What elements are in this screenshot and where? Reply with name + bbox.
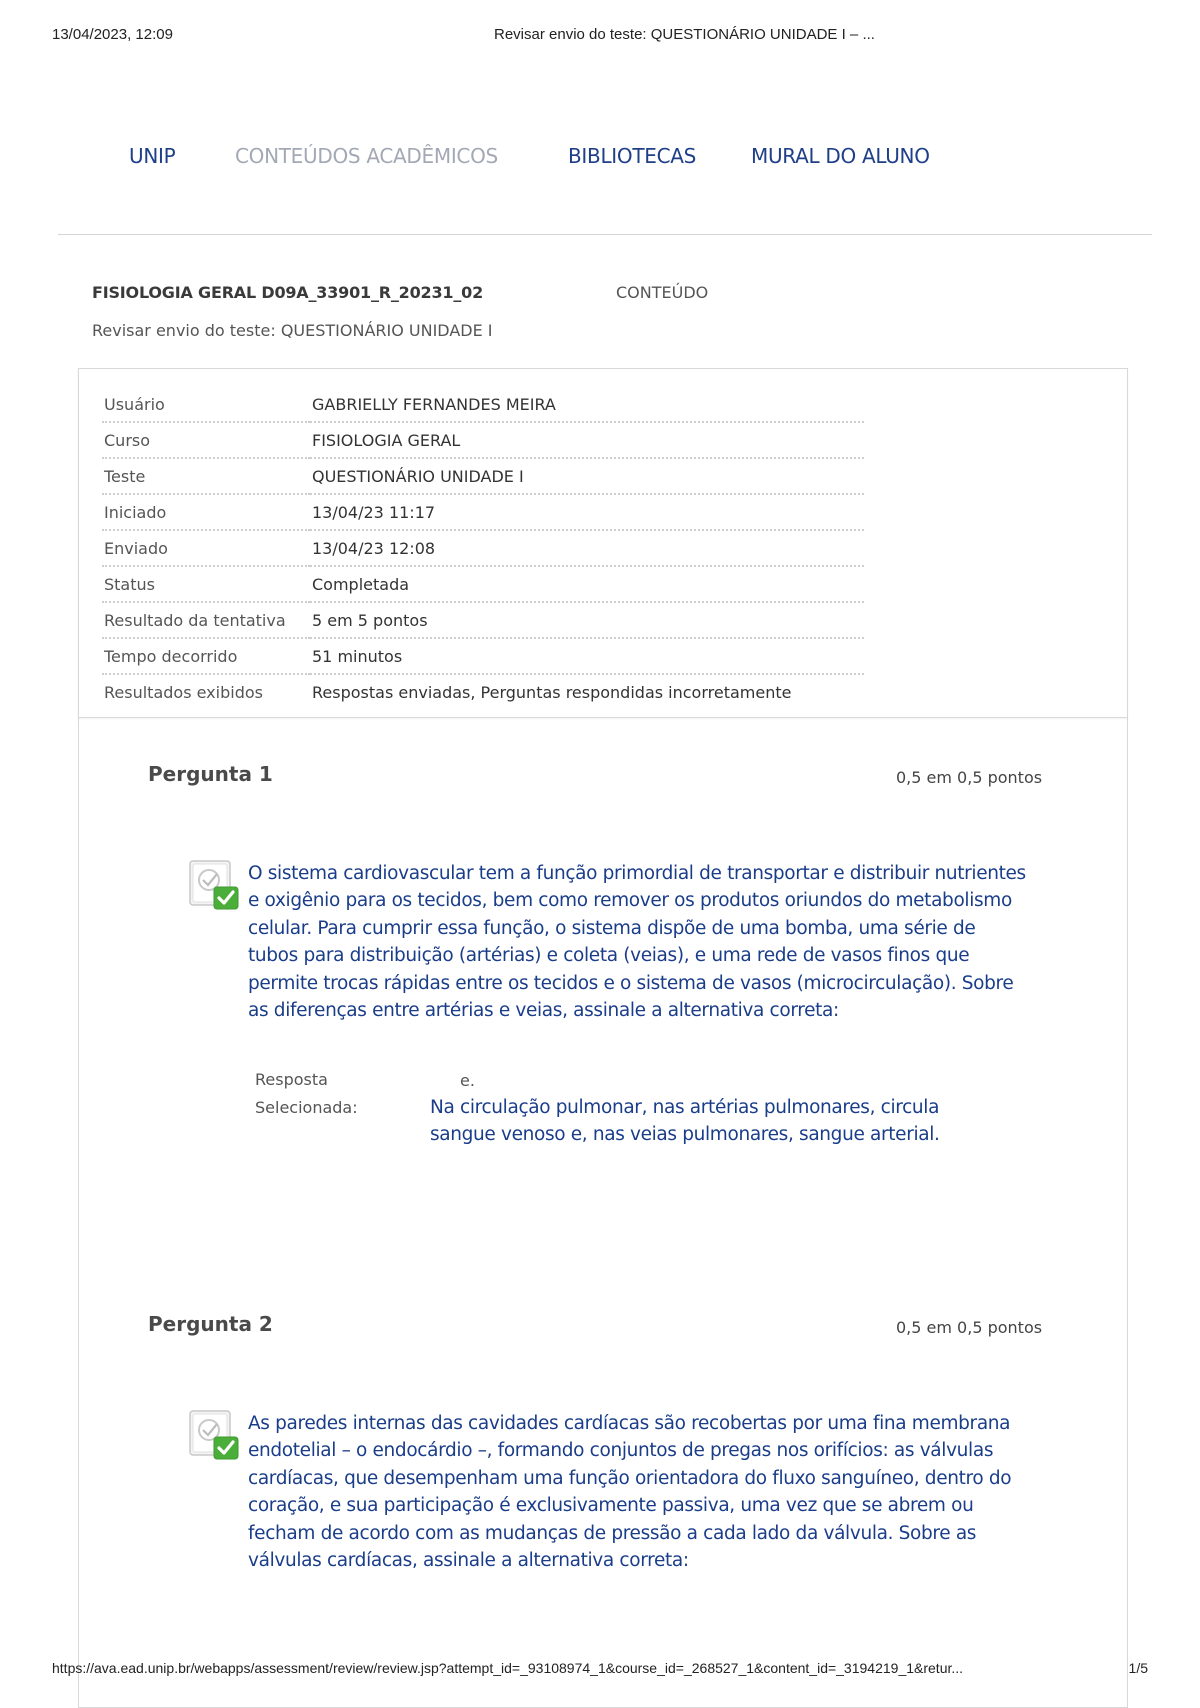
summary-value: FISIOLOGIA GERAL bbox=[310, 422, 864, 458]
summary-value: Completada bbox=[310, 566, 864, 602]
attempt-summary-table bbox=[102, 387, 864, 709]
summary-value: GABRIELLY FERNANDES MEIRA bbox=[310, 387, 864, 422]
breadcrumb-course[interactable]: FISIOLOGIA GERAL D09A_33901_R_20231_02 bbox=[92, 283, 484, 302]
correct-answer-icon bbox=[189, 860, 241, 912]
summary-key: Teste bbox=[102, 458, 310, 494]
summary-value: QUESTIONÁRIO UNIDADE I bbox=[310, 458, 864, 494]
summary-row bbox=[102, 674, 864, 709]
question-2-points: 0,5 em 0,5 pontos bbox=[896, 1318, 1043, 1337]
question-1-title: Pergunta 1 bbox=[148, 762, 273, 786]
print-header bbox=[52, 26, 1148, 50]
nav-unip[interactable]: UNIP bbox=[129, 144, 176, 168]
question-1-points: 0,5 em 0,5 pontos bbox=[896, 768, 1043, 787]
correct-answer-icon bbox=[189, 1410, 241, 1462]
summary-key: Status bbox=[102, 566, 310, 602]
answer-label: Resposta bbox=[255, 1070, 328, 1089]
summary-row bbox=[102, 422, 864, 458]
summary-key: Resultados exibidos bbox=[104, 682, 263, 702]
print-page-number: 1/5 bbox=[1128, 1660, 1148, 1676]
summary-value: 51 minutos bbox=[310, 638, 864, 674]
summary-row bbox=[102, 458, 864, 494]
print-datetime: 13/04/2023, 12:09 bbox=[52, 26, 173, 43]
summary-key: Resultado da tentativa bbox=[102, 602, 310, 638]
print-title: Revisar envio do teste: QUESTIONÁRIO UNIDADE I – ... bbox=[494, 26, 875, 43]
summary-row bbox=[102, 387, 864, 422]
nav-conteudos-academicos[interactable]: CONTEÚDOS ACADÊMICOS bbox=[235, 144, 498, 168]
nav-mural-do-aluno[interactable]: MURAL DO ALUNO bbox=[751, 144, 930, 168]
summary-value: 13/04/23 12:08 bbox=[310, 530, 864, 566]
summary-row bbox=[102, 638, 864, 674]
print-url: https://ava.ead.unip.br/webapps/assessment/review/review.jsp?attempt_id=_93108974_1&course_id=_268527_1&content_id=_3194219_1&retur... bbox=[52, 1660, 964, 1676]
question-2-text: As paredes internas das cavidades cardíacas são recobertas por uma fina membrana endotelial – o endocárdio –, formando conjuntos de pregas nos orifícios: as válvulas cardíacas, que desempenham uma função orientadora do fluxo sanguíneo, dentro do coração, e sua participação é exclusivamente passiva, uma vez que se abrem ou fecham de acordo com as mudanças de pressão a cada lado da válvula. Sobre as válvulas cardíacas, assinale a alternativa correta: bbox=[248, 1413, 1012, 1572]
answer-label-selected: Selecionada: bbox=[255, 1098, 358, 1117]
summary-row bbox=[102, 494, 864, 530]
nav-bibliotecas[interactable]: BIBLIOTECAS bbox=[568, 144, 697, 168]
selected-answer-text: Na circulação pulmonar, nas artérias pulmonares, circula sangue venoso e, nas veias pulmonares, sangue arterial. bbox=[430, 1097, 940, 1146]
question-2-title: Pergunta 2 bbox=[148, 1312, 273, 1336]
summary-key: Curso bbox=[102, 422, 310, 458]
page-title: Revisar envio do teste: QUESTIONÁRIO UNIDADE I bbox=[92, 321, 493, 340]
header-divider bbox=[58, 234, 1152, 235]
summary-row bbox=[102, 602, 864, 638]
breadcrumb-content[interactable]: CONTEÚDO bbox=[616, 283, 709, 302]
summary-key: Tempo decorrido bbox=[102, 638, 310, 674]
summary-key: Usuário bbox=[102, 387, 310, 422]
answer-letter: e. bbox=[460, 1071, 475, 1090]
summary-value: 5 em 5 pontos bbox=[310, 602, 864, 638]
summary-key: Iniciado bbox=[102, 494, 310, 530]
summary-row bbox=[102, 566, 864, 602]
summary-row bbox=[102, 530, 864, 566]
summary-value: 13/04/23 11:17 bbox=[310, 494, 864, 530]
summary-value: Respostas enviadas, Perguntas respondidas incorretamente bbox=[312, 682, 792, 702]
question-1-text: O sistema cardiovascular tem a função primordial de transportar e distribuir nutrientes e oxigênio para os tecidos, bem como remover os produtos oriundos do metabolismo celular. Para cumprir essa função, o sistema dispõe de uma bomba, uma série de tubos para distribuição (artérias) e coleta (veias), e uma rede de vasos finos que permite trocas rápidas entre os tecidos e o sistema de vasos (microcirculação). Sobre as diferenças entre artérias e veias, assinale a alternativa correta: bbox=[248, 863, 1026, 1022]
summary-key: Enviado bbox=[102, 530, 310, 566]
